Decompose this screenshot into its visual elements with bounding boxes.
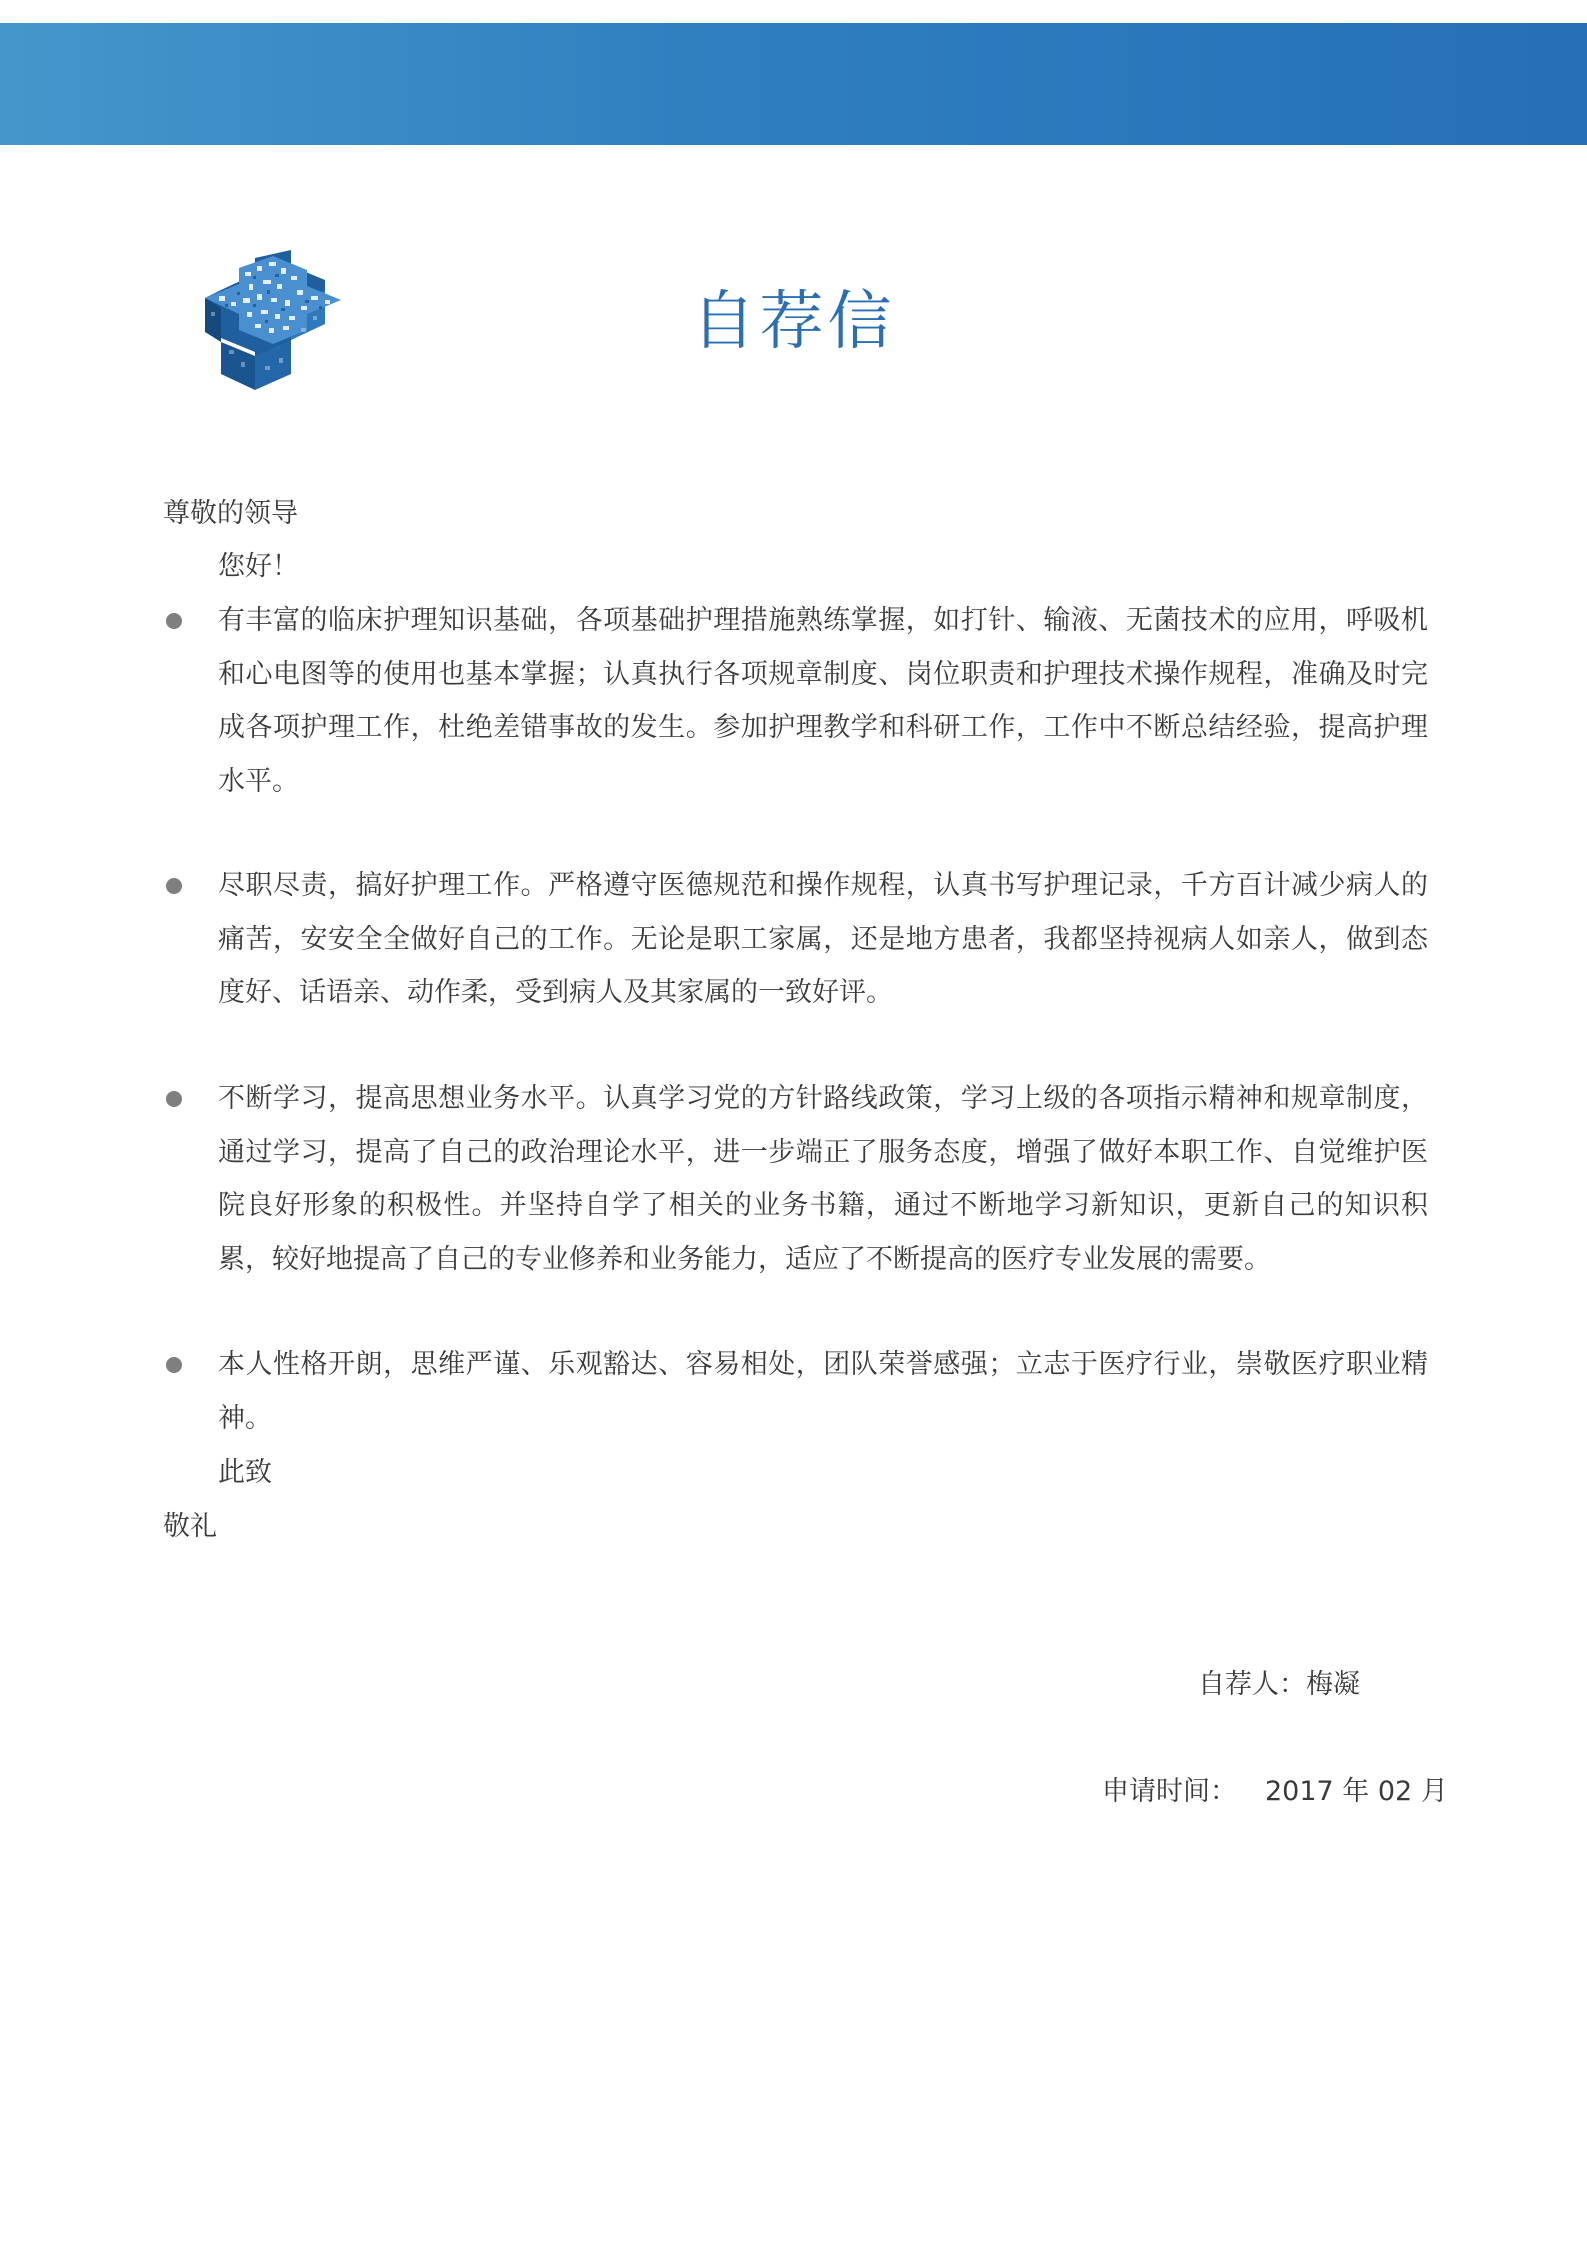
bullet-icon — [166, 1357, 182, 1373]
closing-line-2: 敬礼 — [163, 1511, 217, 1542]
bullet-icon — [166, 1091, 182, 1107]
date-label: 申请时间： — [1102, 1776, 1237, 1807]
signer: 自荐人：梅凝 — [1198, 1669, 1360, 1700]
greeting: 您好！ — [218, 551, 299, 582]
paragraph-text: 本人性格开朗，思维严谨、乐观豁达、容易相处，团队荣誉感强；立志于医疗行业，崇敬医疗职业精神。 — [218, 1349, 1428, 1434]
bullet-icon — [166, 613, 182, 629]
salutation: 尊敬的领导 — [163, 498, 298, 529]
bullet-icon — [166, 878, 182, 894]
date-value: 2017 年 02 月 — [1265, 1776, 1448, 1807]
list-item — [218, 1072, 1428, 1286]
paragraph-text: 不断学习，提高思想业务水平。认真学习党的方针路线政策，学习上级的各项指示精神和规章制度，通过学习，提高了自己的政治理论水平，进一步端正了服务态度，增强了做好本职工作、自觉维护医院良好形象的积极性。并坚持自学了相关的业务书籍，通过不断地学习新知识，更新自己的知识积累，较好地提高了自己的专业修养和业务能力，适应了不断提高的医疗专业发展的需要。 — [218, 1083, 1428, 1275]
list-item — [218, 1338, 1428, 1445]
application-date — [1102, 1765, 1448, 1818]
paragraph-text: 尽职尽责，搞好护理工作。严格遵守医德规范和操作规程，认真书写护理记录，千方百计减少病人的痛苦，安安全全做好自己的工作。无论是职工家属，还是地方患者，我都坚持视病人如亲人，做到态度好、话语亲、动作柔，受到病人及其家属的一致好评。 — [218, 870, 1428, 1008]
list-item — [218, 594, 1428, 808]
paragraph-text: 有丰富的临床护理知识基础，各项基础护理措施熟练掌握，如打针、输液、无菌技术的应用，呼吸机和心电图等的使用也基本掌握；认真执行各项规章制度、岗位职责和护理技术操作规程，准确及时完成各项护理工作，杜绝差错事故的发生。参加护理教学和科研工作，工作中不断总结经验，提高护理水平。 — [218, 605, 1428, 797]
list-item — [218, 859, 1428, 1020]
page-title: 自荐信 — [691, 285, 896, 359]
top-banner — [0, 23, 1587, 145]
closing-line-1: 此致 — [218, 1457, 272, 1488]
